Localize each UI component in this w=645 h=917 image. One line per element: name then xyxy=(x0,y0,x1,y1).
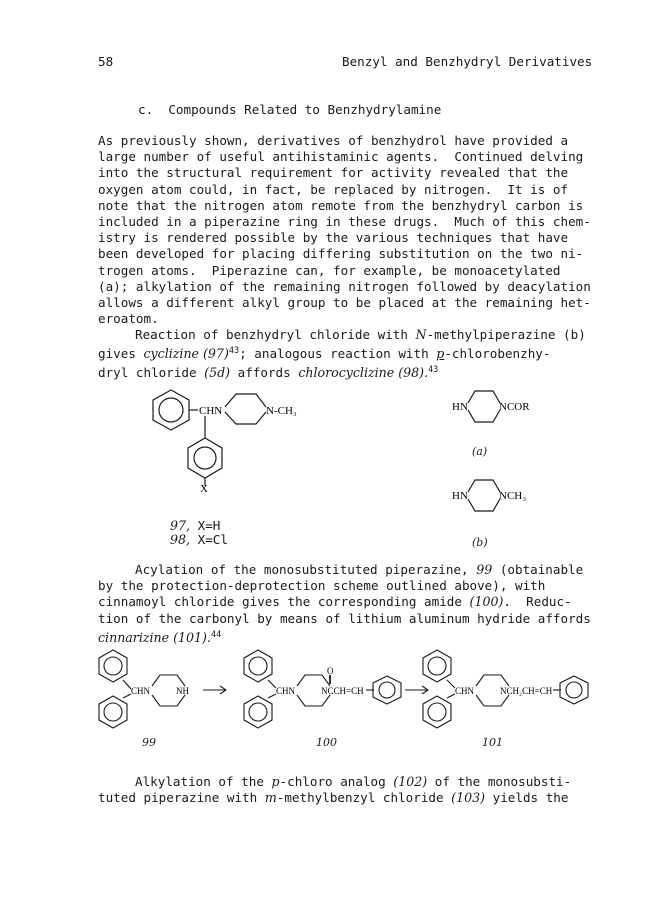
text-line: tion of the carbonyl by means of lithium aluminum hydride affords xyxy=(98,610,591,626)
ncch-label: NCCH=CH xyxy=(321,686,364,696)
text-line: into the structural requirement for activity revealed that the xyxy=(98,165,569,181)
page-number: 58 xyxy=(98,54,114,69)
benzene-ring-icon xyxy=(99,650,127,682)
chn-label: CHN xyxy=(276,686,296,696)
nh-label: NH xyxy=(176,686,189,696)
text-line: tuted piperazine with m-methylbenzyl chloride (103) yields the xyxy=(98,790,569,806)
paragraph-4 xyxy=(98,774,598,806)
text-line: note that the nitrogen atom remote from the benzhydryl carbon is xyxy=(98,197,584,213)
running-title: Benzyl and Benzhydryl Derivatives xyxy=(342,54,593,69)
caption-b: (b) xyxy=(472,536,488,549)
text-line: eroatom. xyxy=(98,311,159,327)
hn-label: HN xyxy=(452,490,468,502)
text-line: allows a different alkyl group to be placed at the remaining het- xyxy=(98,295,591,311)
text-line: cinnamoyl chloride gives the corresponding amide (100). Reduc- xyxy=(98,594,572,610)
text-line: large number of useful antihistaminic agents. Continued delving xyxy=(98,149,584,165)
text-line: Acylation of the monosubstituted piperazine, 99 (obtainable xyxy=(135,562,584,577)
text-line: Reaction of benzhydryl chloride with N-methylpiperazine (b) xyxy=(135,327,586,342)
compound-97-label: 97, X=H xyxy=(170,518,221,533)
text-line: by the protection-deprotection scheme outlined above), with xyxy=(98,578,546,594)
text-line: included in a piperazine ring in these drugs. Much of this chem- xyxy=(98,214,591,230)
benzene-ring-icon xyxy=(423,650,451,682)
nch2-label: NCH₂CH=CH xyxy=(500,686,553,696)
text-line: trogen atoms. Piperazine can, for example, be monoacetylated xyxy=(98,262,561,278)
text-line: As previously shown, derivatives of benzhydrol have provided a xyxy=(98,133,569,148)
nch3-label: NCH₃ xyxy=(499,490,527,502)
text-line: (a); alkylation of the remaining nitrogen followed by deacylation xyxy=(98,278,591,294)
hn-label: HN xyxy=(452,401,468,413)
benzene-ring-icon xyxy=(560,676,588,704)
text-line: been developed for placing differing substitution on the two ni- xyxy=(98,246,584,262)
benzene-ring-icon xyxy=(244,650,272,682)
compound-98-label: 98, X=Cl xyxy=(170,532,228,547)
text-line: dryl chloride (5d) affords chlorocyclizine (98).$^{43}$ xyxy=(98,365,439,381)
text-line: Alkylation of the p-chloro analog (102) of the monosubsti- xyxy=(135,774,572,789)
caption-100: 100 xyxy=(316,736,337,749)
text-line: gives cyclizine $(97)^{43}$; analogous reaction with p-chlorobenzhy- xyxy=(98,346,551,362)
nch3-label: N-CH₃ xyxy=(266,405,297,417)
caption-101: 101 xyxy=(482,736,503,749)
text-line: istry is rendered possible by the various techniques that have xyxy=(98,230,569,246)
text-line: cinnarizine (101).$^{44}$ xyxy=(98,629,222,645)
text-line: oxygen atom could, in fact, be replaced by nitrogen. It is of xyxy=(98,181,569,197)
chn-label: CHN xyxy=(199,405,223,417)
benzene-ring-icon xyxy=(423,696,451,728)
benzene-ring-icon xyxy=(99,696,127,728)
caption-99: 99 xyxy=(142,736,156,749)
benzene-ring-icon xyxy=(373,676,401,704)
chn-label: CHN xyxy=(131,686,151,696)
ncor-label: NCOR xyxy=(499,401,530,413)
caption-a: (a) xyxy=(472,445,488,458)
benzene-ring-icon xyxy=(244,696,272,728)
chn-label: CHN xyxy=(455,686,475,696)
x-substituent-label: X xyxy=(200,483,208,495)
carbonyl-o-label: O xyxy=(327,666,334,676)
section-heading: c. Compounds Related to Benzhydrylamine xyxy=(138,102,442,117)
